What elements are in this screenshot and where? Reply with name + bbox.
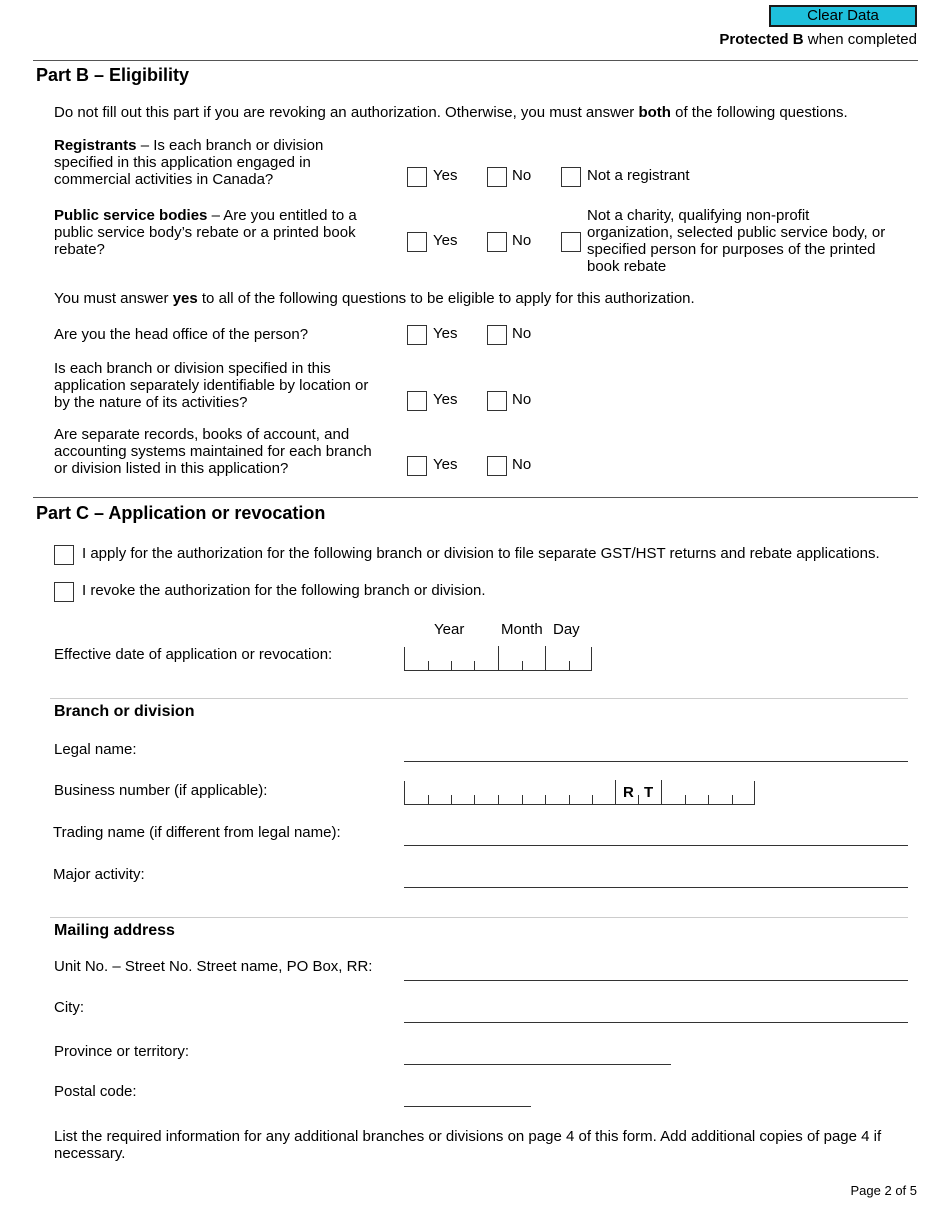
postal-code-label: Postal code:: [54, 1083, 137, 1100]
revoke-label: I revoke the authorization for the following branch or division.: [82, 582, 486, 599]
psb-yes-checkbox[interactable]: [407, 232, 427, 252]
protected-b-bold: Protected B: [719, 31, 804, 48]
registrants-yes-checkbox[interactable]: [407, 167, 427, 187]
street-input[interactable]: [404, 980, 908, 981]
not-registrant-checkbox[interactable]: [561, 167, 581, 187]
bn-tick: [428, 795, 429, 804]
bn-r-letter: R: [623, 784, 634, 801]
part-c-title: Part C – Application or revocation: [36, 503, 326, 523]
apply-checkbox[interactable]: [54, 545, 74, 565]
bn-tick: [522, 795, 523, 804]
protected-b-notice: [719, 31, 917, 48]
bn-tick: [498, 795, 499, 804]
major-activity-label: Major activity:: [53, 866, 145, 883]
registrants-question: [54, 137, 354, 188]
not-registrant-label: Not a registrant: [587, 167, 690, 184]
bn-tick: [474, 795, 475, 804]
major-activity-input[interactable]: [404, 887, 908, 888]
legal-name-input[interactable]: [404, 761, 908, 762]
city-label: City:: [54, 999, 84, 1016]
effective-date-label: Effective date of application or revocation:: [54, 646, 333, 663]
part-b-title: Part B – Eligibility: [36, 65, 190, 85]
head-office-no-checkbox[interactable]: [487, 325, 507, 345]
business-number-field[interactable]: [404, 781, 755, 805]
date-tick: [428, 661, 429, 670]
identifiable-question: Is each branch or division specified in this application separately identifiable by location or by the nature of its activities?: [54, 360, 369, 411]
date-day-label: Day: [553, 621, 580, 638]
records-no-checkbox[interactable]: [487, 456, 507, 476]
registrants-no-checkbox[interactable]: [487, 167, 507, 187]
bn-tick: [708, 795, 709, 804]
records-yes-label: Yes: [433, 456, 458, 473]
province-label: Province or territory:: [54, 1043, 190, 1060]
additional-branches-note: List the required information for any additional branches or divisions on page 4 of this form. Add additional copies of page 4 if necessary.: [54, 1128, 882, 1162]
head-office-yes-checkbox[interactable]: [407, 325, 427, 345]
not-charity-label: Not a charity, qualifying non-profit organization, selected public service body, or specified person for purposes of the printed book rebate: [587, 207, 886, 275]
date-tick: [474, 661, 475, 670]
part-b-intro-bold: both: [638, 104, 671, 121]
business-number-label: Business number (if applicable):: [54, 782, 268, 799]
psb-no-checkbox[interactable]: [487, 232, 507, 252]
bn-tick: [545, 795, 546, 804]
head-office-yes-label: Yes: [433, 325, 458, 342]
head-office-question: Are you the head office of the person?: [54, 326, 309, 343]
part-c-divider: [33, 497, 918, 498]
registrants-bold: Registrants: [54, 137, 137, 154]
date-year-label: Year: [434, 621, 465, 638]
records-yes-checkbox[interactable]: [407, 456, 427, 476]
bn-tick: [592, 795, 593, 804]
records-question: Are separate records, books of account, and accounting systems maintained for each branch or division listed in this application?: [54, 426, 372, 477]
province-input[interactable]: [404, 1064, 671, 1065]
psb-yes-label: Yes: [433, 232, 458, 249]
bn-tick: [732, 795, 733, 804]
trading-name-input[interactable]: [404, 845, 908, 846]
psb-question: [54, 207, 384, 258]
city-input[interactable]: [404, 1022, 908, 1023]
street-label: Unit No. – Street No. Street name, PO Box, RR:: [54, 958, 373, 975]
bn-t-letter: T: [644, 784, 654, 801]
postal-code-input[interactable]: [404, 1106, 531, 1107]
date-tick: [522, 661, 523, 670]
identifiable-yes-checkbox[interactable]: [407, 391, 427, 411]
date-separator: [498, 646, 499, 670]
page-number: Page 2 of 5: [850, 1183, 917, 1198]
bn-tick: [638, 795, 639, 804]
registrants-yes-label: Yes: [433, 167, 458, 184]
psb-no-label: No: [512, 232, 532, 249]
branch-divider: [50, 698, 908, 699]
must-answer-bold: yes: [172, 290, 198, 307]
must-answer-2: to all of the following questions to be eligible to apply for this authorization.: [197, 290, 695, 307]
identifiable-yes-label: Yes: [433, 391, 458, 408]
protected-b-rest: when completed: [803, 31, 917, 48]
part-b-intro: [54, 104, 848, 121]
trading-name-label: Trading name (if different from legal name):: [53, 824, 341, 841]
bn-tick: [451, 795, 452, 804]
mailing-divider: [50, 917, 908, 918]
part-b-intro-2: of the following questions.: [670, 104, 848, 121]
effective-date-field[interactable]: [404, 647, 592, 671]
date-tick: [569, 661, 570, 670]
bn-tick: [685, 795, 686, 804]
legal-name-label: Legal name:: [54, 741, 137, 758]
must-answer-1: You must answer: [54, 290, 173, 307]
branch-title: Branch or division: [54, 703, 195, 720]
not-charity-checkbox[interactable]: [561, 232, 581, 252]
part-b-divider: [33, 60, 918, 61]
registrants-text: – Is each branch or division specified in this application engaged in commercial activities in Canada?: [54, 137, 324, 188]
mailing-title: Mailing address: [54, 922, 175, 939]
date-separator: [545, 646, 546, 670]
psb-bold: Public service bodies: [54, 207, 208, 224]
date-tick: [451, 661, 452, 670]
must-answer-text: [54, 290, 695, 307]
part-b-intro-1: Do not fill out this part if you are revoking an authorization. Otherwise, you must answer: [54, 104, 639, 121]
revoke-checkbox[interactable]: [54, 582, 74, 602]
head-office-no-label: No: [512, 325, 532, 342]
clear-data-button[interactable]: Clear Data: [769, 5, 917, 27]
bn-separator: [615, 780, 616, 804]
date-month-label: Month: [501, 621, 543, 638]
bn-separator: [661, 780, 662, 804]
records-no-label: No: [512, 456, 532, 473]
bn-tick: [569, 795, 570, 804]
psb-text: – Are you entitled to a public service body’s rebate or a printed book rebate?: [54, 207, 357, 258]
apply-label: I apply for the authorization for the following branch or division to file separate GST/HST returns and rebate applications.: [82, 545, 880, 562]
registrants-no-label: No: [512, 167, 532, 184]
identifiable-no-checkbox[interactable]: [487, 391, 507, 411]
identifiable-no-label: No: [512, 391, 532, 408]
